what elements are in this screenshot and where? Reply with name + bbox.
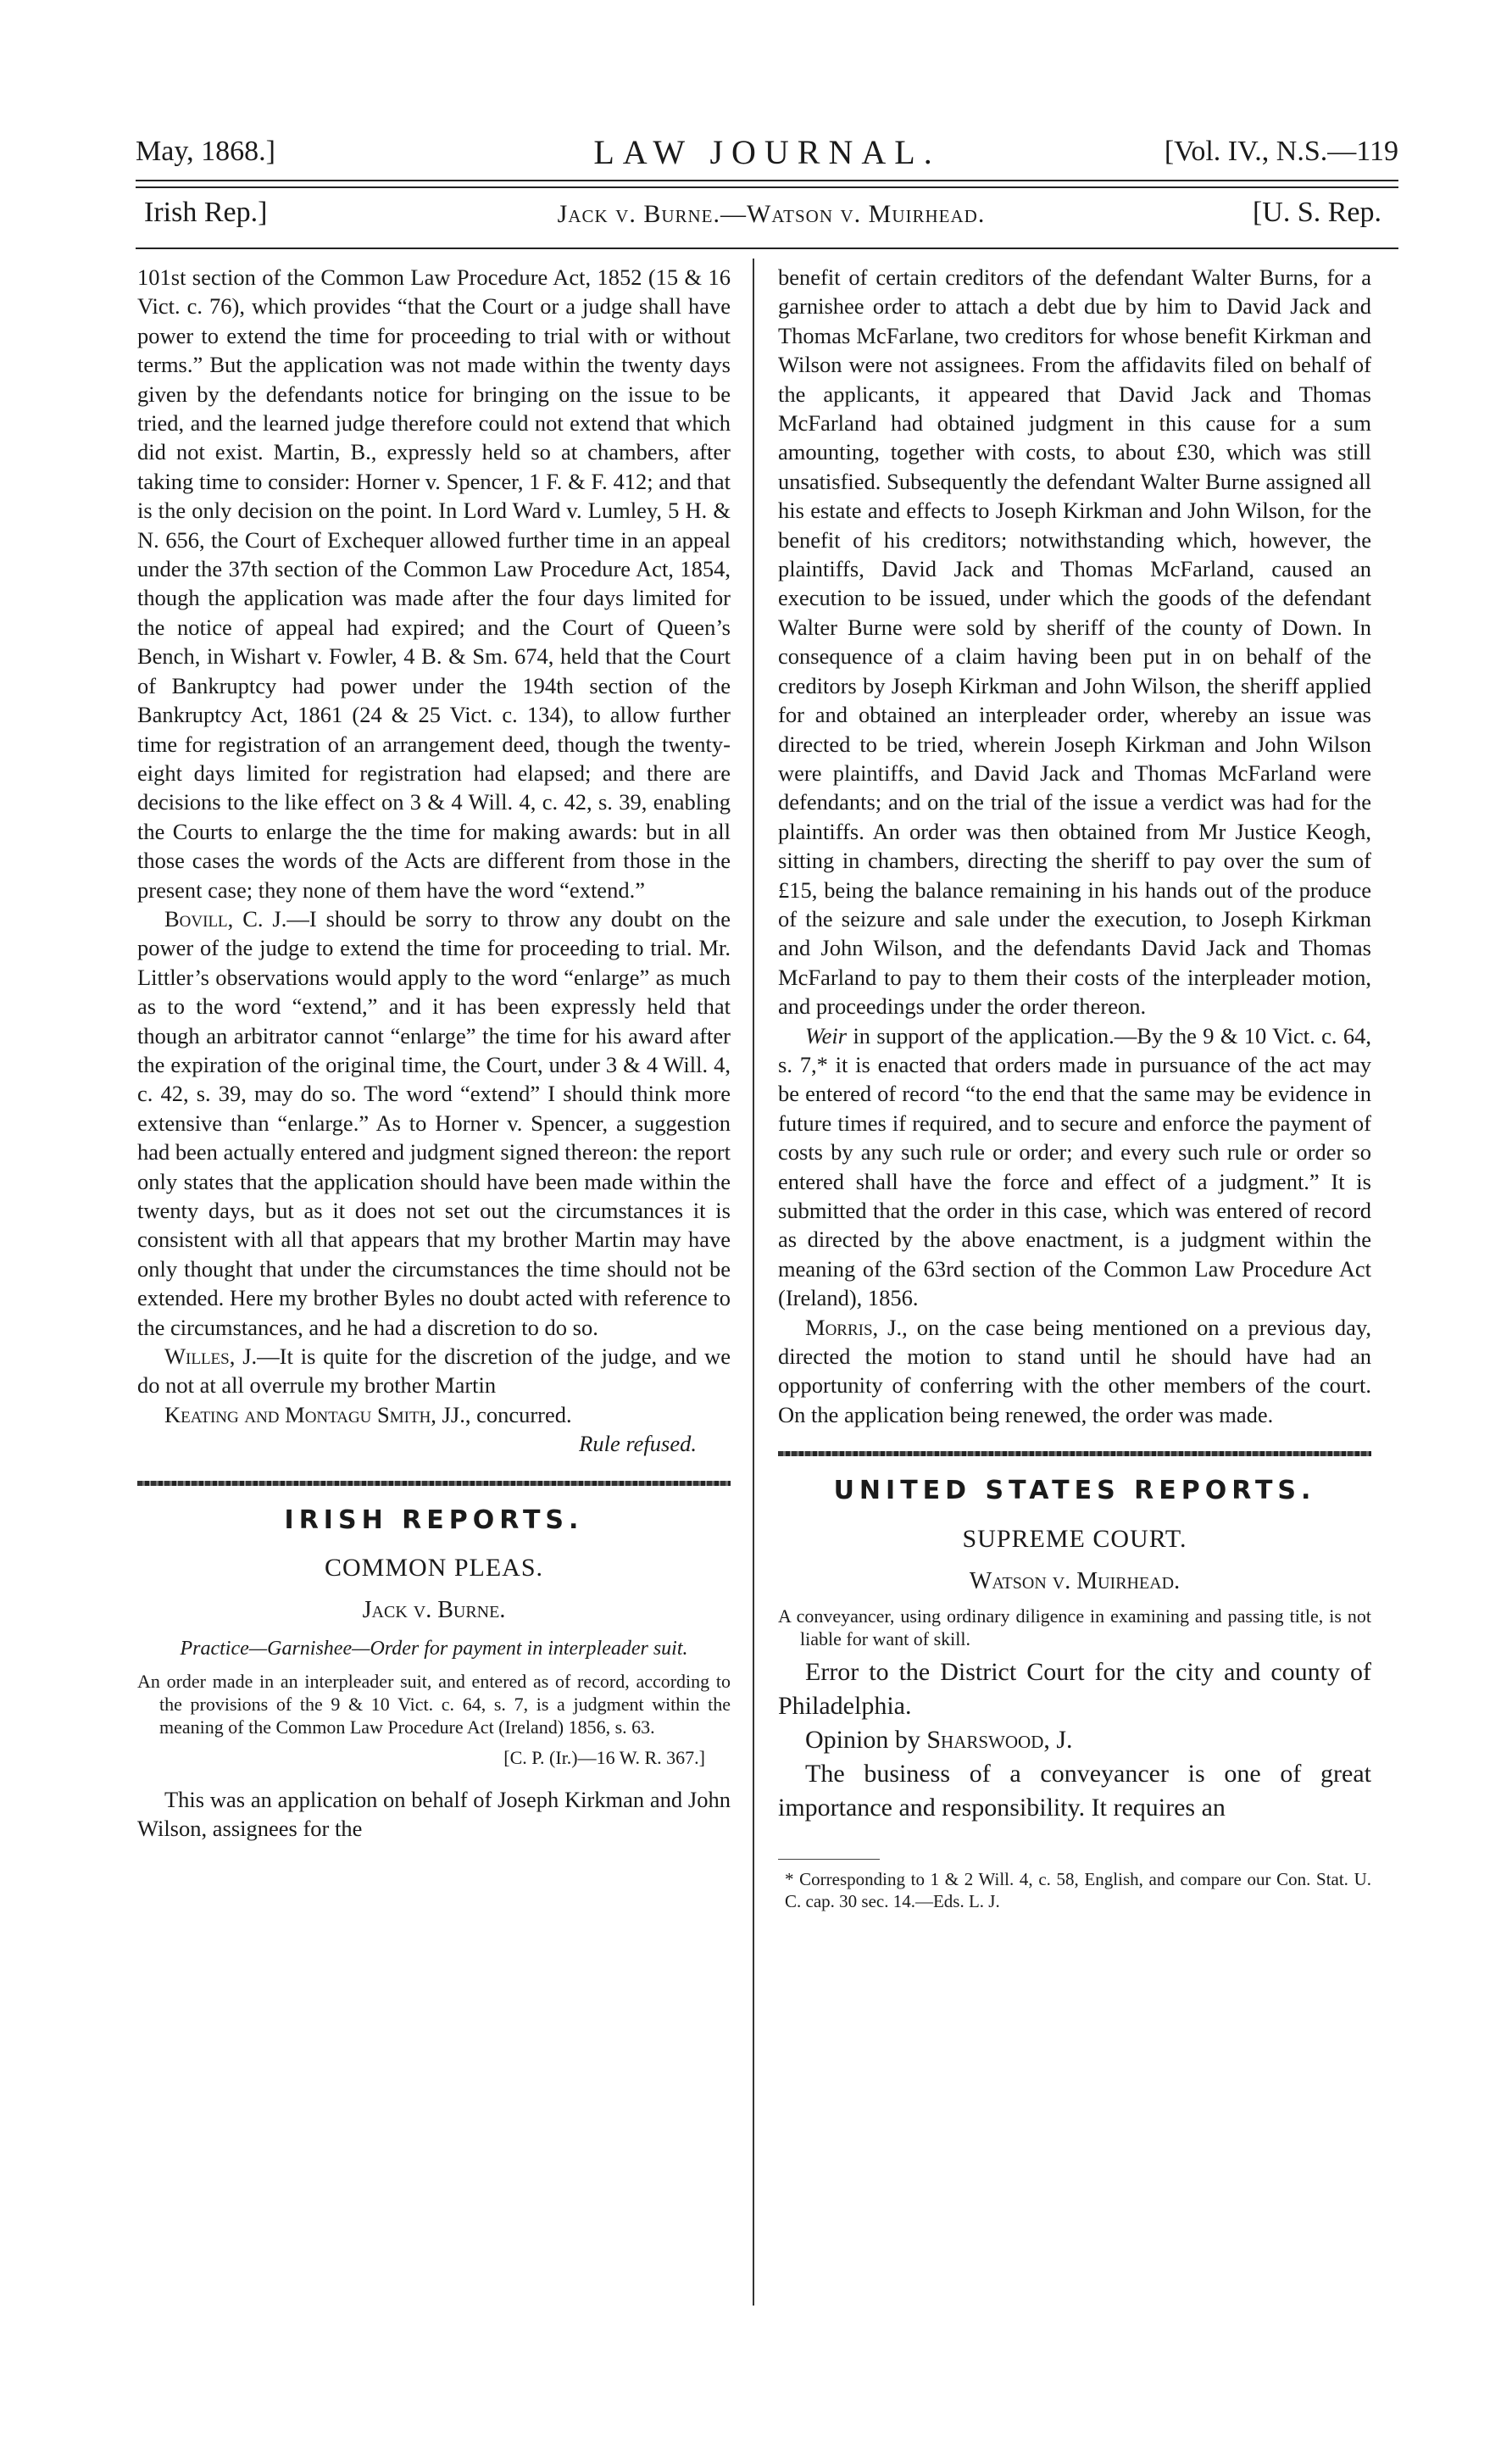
report-citation: [C. P. (Ir.)—16 W. R. 367.] — [503, 1747, 705, 1769]
paragraph-text: Opinion by — [805, 1726, 927, 1755]
headnote: A conveyancer, using ordinary diligence in examining and passing title, is not liable for want of skill. — [778, 1605, 1371, 1650]
left-column — [137, 263, 731, 1844]
section-heading: IRISH REPORTS. — [284, 1505, 584, 1535]
court-heading: SUPREME COURT. — [962, 1524, 1187, 1553]
paragraph: This was an application on behalf of Joseph Kirkman and John Wilson, assignees for the — [137, 1786, 731, 1842]
section-heading: UNITED STATES REPORTS. — [833, 1476, 1316, 1506]
judge-name: Sharswood, J. — [926, 1726, 1073, 1755]
paragraph — [778, 1723, 1371, 1757]
headnote: An order made in an interpleader suit, and entered as of record, according to the provisions of the 9 & 10 Vict. c. 64, s. 7, is a judgment within the meaning of the Common Law Procedure Act (Ireland) 1856, s. 63. — [137, 1671, 731, 1738]
subheader-rule — [136, 248, 1398, 249]
right-column — [778, 263, 1371, 1912]
paragraph: Error to the District Court for the city and county of Philadelphia. — [778, 1658, 1371, 1721]
section-rule — [137, 1481, 731, 1486]
paragraph-text: concurred. — [470, 1401, 572, 1427]
running-header — [136, 127, 1398, 178]
ruling: Rule refused. — [579, 1431, 697, 1457]
case-title: Jack v. Burne. — [362, 1597, 506, 1624]
paragraph: 101st section of the Common Law Procedure Act, 1852 (15 & 16 Vict. c. 76), which provides “that the Court or a judge shall have power to extend the time for proceeding to trial with or without terms.” But the application was not made within the twenty days given by the defendants notice for bringing on the issue to be tried, and the learned judge therefore could not extend that which did not exist. Martin, B., expressly held so at chambers, after taking time to consider: Horner v. Spencer, 1 F. & F. 412; and that is the only decision on the point. In Lord Ward v. Lumley, 5 H. & N. 656, the Court of Exchequer allowed further time in an appeal under the 37th section of the Common Law Procedure Act, 1854, though the application was made after the four days limited for the notice of appeal had expired; and the Court of Queen’s Bench, in Wishart v. Fowler, 4 B. & Sm. 674, held that the Court of Bankruptcy had power under the 194th section of the Bankruptcy Act, 1861 (24 & 25 Vict. c. 134), to allow further time for registration of an arrangement deed, though the twenty-eight days limited for registration had elapsed; and there are decisions to the like effect on 3 & 4 Will. 4, c. 42, s. 39, enabling the Courts to enlarge the the time for making awards: but in all those cases the words of the Acts are different from those in the present case; they none of them have the word “extend.” — [137, 264, 731, 903]
judge-name: Bovill, C. J. — [164, 905, 287, 932]
journal-title: LAW JOURNAL. — [593, 133, 941, 171]
paragraph — [778, 1313, 1371, 1430]
column-divider — [753, 259, 754, 2306]
paragraph-text: in support of the application.—By the 9 & 10 Vict. c. 64, s. 7,* it is enacted that orders made in pursuance of the act may be entered of record “to the end that the same may be evidence in future times if required, and to secure and enforce the payment of costs by any such rule or order; and every such rule or order so entered shall have the force and effect of a judgment.” It is submitted that the order in this case, which was entered of record as directed by the above enactment, is a judgment within the meaning of the 63rd section of the Common Law Procedure Act (Ireland), 1856. — [778, 1022, 1371, 1311]
case-title: Watson v. Muirhead. — [969, 1568, 1181, 1595]
paragraph — [778, 1021, 1371, 1313]
subheader-cases: Jack v. Burne.—Watson v. Muirhead. — [557, 200, 986, 228]
header-rule — [136, 180, 1398, 188]
paragraph — [137, 1400, 731, 1429]
paragraph-text: —It is quite for the discretion of the judge, and we do not at all overrule my brother Martin — [137, 1343, 731, 1399]
judge-name: Morris, J., — [805, 1314, 908, 1340]
subheader-left: Irish Rep.] — [144, 197, 268, 228]
judge-names: Keating and Montagu Smith, JJ., — [164, 1401, 471, 1427]
subheader-right: [U. S. Rep. — [1252, 197, 1381, 228]
counsel-name: Weir — [805, 1022, 848, 1049]
paragraph: The business of a conveyancer is one of great importance and responsibility. It requires an — [778, 1760, 1371, 1822]
volume-page: [Vol. IV., N.S.—119 — [1164, 136, 1398, 167]
paragraph: benefit of certain creditors of the defendant Walter Burns, for a garnishee order to attach a debt due by him to David Jack and Thomas McFarlane, two creditors for whose benefit Kirkman and Wilson were not assignees. From the affidavits filed on behalf of the applicants, it appeared that David Jack and Thomas McFarland had obtained judgment in this cause for a sum amounting, together with costs, to about £30, which was still unsatisfied. Subsequently the defendant Walter Burne assigned all his estate and effects to Joseph Kirkman and John Wilson, for the benefit of his creditors; notwithstanding which, however, the plaintiffs, David Jack and Thomas McFarland, caused an execution to be issued, under which the goods of the defendant Walter Burne were sold by sheriff of the county of Down. In consequence of a claim having been put in on behalf of the creditors by Joseph Kirkman and John Wilson, the sheriff applied for and obtained an interpleader order, whereby an issue was directed to be tried, wherein Joseph Kirkman and John Wilson were plaintiffs, and David Jack and Thomas McFarland were defendants; and on the trial of the issue a verdict was had for the plaintiffs. An order was then obtained from Mr Justice Keogh, sitting in chambers, directing the sheriff to pay over the sum of £15, being the balance remaining in his hands out of the produce of the seizure and sale under the execution, to Joseph Kirkman and John Wilson, and the defendants David Jack and Thomas McFarland to pay to them their costs of the interpleader motion, and proceedings under the order thereon. — [778, 264, 1371, 1020]
paragraph — [137, 904, 731, 1342]
section-rule — [778, 1451, 1371, 1456]
paragraph — [137, 1342, 731, 1400]
footnote-rule — [778, 1859, 880, 1860]
paragraph-text: —I should be sorry to throw any doubt on the power of the judge to extend the time for proceeding to trial. Mr. Littler’s observations would apply to the word “enlarge” as much as to the word “extend,” and it has been expressly held that though an arbitrator cannot “enlarge” the time for his award after the expiration of the original time, the Court, under 3 & 4 Will. 4, c. 42, s. 39, may do so. The word “extend” I should think more extensive than “enlarge.” As to Horner v. Spencer, a suggestion had been actually entered and judgment signed thereon: the report only states that the application should have been made within the twenty days, but as it does not set out the circumstances it is consistent with all that appears that my brother Martin may have only thought that under the circumstances the time should not be extended. Here my brother Byles no doubt acted with reference to the circumstances, and he had a discretion to do so. — [137, 905, 731, 1340]
footnote: * Corresponding to 1 & 2 Will. 4, c. 58, English, and compare our Con. Stat. U. C. cap. 30 sec. 14.—Eds. L. J. — [785, 1869, 1371, 1912]
case-subheader — [144, 193, 1398, 236]
judge-name: Willes, J. — [164, 1343, 258, 1370]
paragraph-text: on the case being mentioned on a previous day, directed the motion to stand until he should have had an opportunity of conferring with the other members of the court. On the application being renewed, the order was made. — [778, 1314, 1371, 1427]
catchwords: Practice—Garnishee—Order for payment in interpleader suit. — [180, 1637, 688, 1660]
issue-date: May, 1868.] — [136, 136, 275, 167]
court-heading: COMMON PLEAS. — [324, 1554, 544, 1583]
